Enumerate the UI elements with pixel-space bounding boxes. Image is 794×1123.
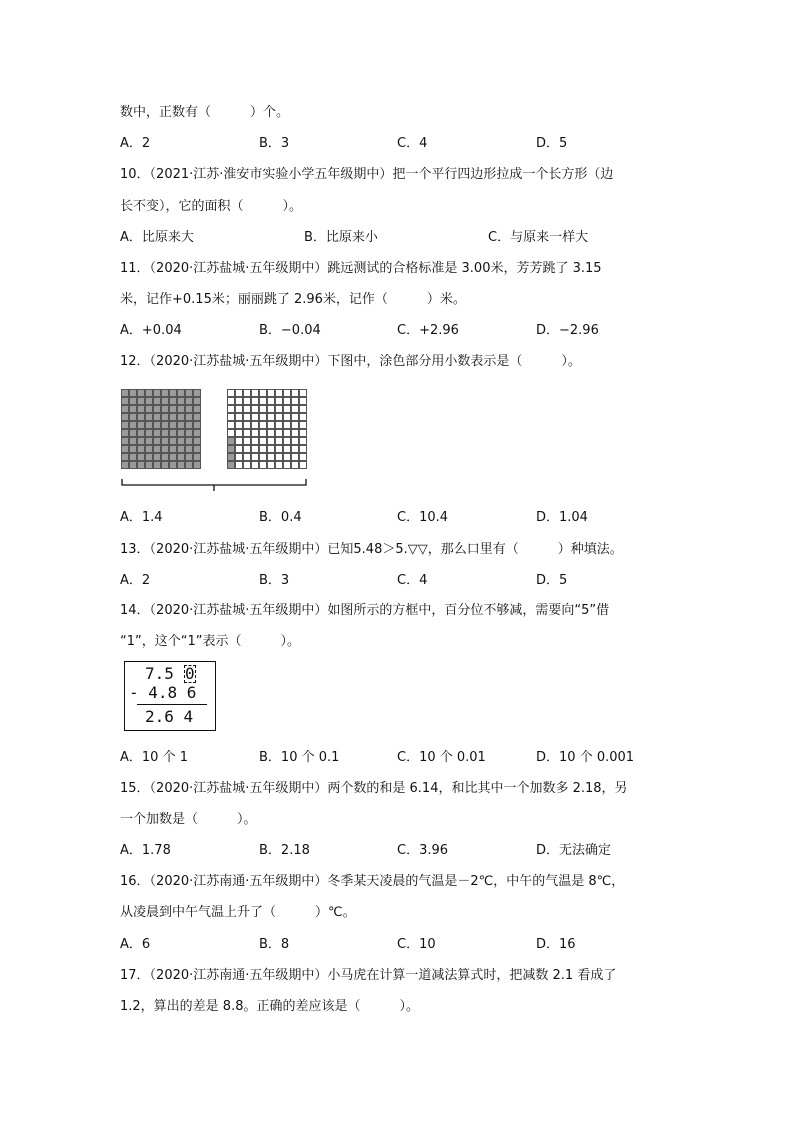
grid-cell [227, 413, 235, 421]
q10-option-a: A．比原来大 [120, 230, 194, 245]
q12-option-d: D．1.04 [536, 510, 588, 525]
grid-cell [251, 429, 259, 437]
grid-cell [177, 445, 185, 453]
grid-cell [283, 453, 291, 461]
grid-cell [291, 397, 299, 405]
grid-cell [275, 421, 283, 429]
grid-cell [121, 445, 129, 453]
grid-cell [145, 429, 153, 437]
grid-cell [291, 405, 299, 413]
grid-cell [193, 429, 201, 437]
grid-cell [291, 421, 299, 429]
grid-cell [121, 437, 129, 445]
grid-cell [161, 389, 169, 397]
q16-option-b: B．8 [259, 937, 290, 952]
grid-cell [145, 453, 153, 461]
grid-cell [121, 413, 129, 421]
grid-cell [267, 437, 275, 445]
difference-row: 2.6 4 [145, 707, 194, 726]
grid-cell [283, 413, 291, 421]
grid-cell [299, 405, 307, 413]
grid-cell [153, 397, 161, 405]
grid-cell [243, 397, 251, 405]
grid-cell [193, 413, 201, 421]
grid-cell [251, 413, 259, 421]
minuend-digits: 7.5 [145, 664, 174, 683]
grid-cell [153, 445, 161, 453]
grid-cell [235, 389, 243, 397]
grid-cell [275, 437, 283, 445]
grid-cell [275, 445, 283, 453]
grid-cell [129, 397, 137, 405]
grid-cell [267, 461, 275, 469]
q9-option-a: A．2 [120, 136, 151, 151]
grid-cell [153, 389, 161, 397]
grid-cell [259, 389, 267, 397]
q15-option-c: C．3.96 [397, 843, 449, 858]
grid-cell [227, 445, 235, 453]
grid-cell [129, 461, 137, 469]
question-14-line-2: “1”，这个“1”表示（ ）。 [120, 634, 300, 649]
grid-cell [259, 405, 267, 413]
grid-cell [177, 389, 185, 397]
q12-option-a: A．1.4 [120, 510, 163, 525]
subtrahend-row: - 4.8 6 [129, 683, 197, 702]
grid-cell [267, 389, 275, 397]
grid-cell [121, 389, 129, 397]
grid-cell [193, 397, 201, 405]
question-12-line-1: 12．（2020·江苏盐城·五年级期中）下图中，涂色部分用小数表示是（ ）。 [120, 354, 581, 369]
grid-cell [185, 453, 193, 461]
grid-cell [161, 445, 169, 453]
grid-cell [299, 397, 307, 405]
question-16-line-1: 16．（2020·江苏南通·五年级期中）冬季某天凌晨的气温是－2℃，中午的气温是 8℃， [120, 874, 625, 889]
question-15-line-1: 15．（2020·江苏盐城·五年级期中）两个数的和是 6.14，和比其中一个加数多 2.18，另 [120, 781, 628, 796]
grid-cell [177, 429, 185, 437]
grid-cell [169, 453, 177, 461]
grid-cell [129, 389, 137, 397]
grid-cell [283, 405, 291, 413]
grid-cell [177, 437, 185, 445]
grid-cell [137, 429, 145, 437]
grid-cell [129, 437, 137, 445]
grid-cell [227, 421, 235, 429]
grid-cell [299, 413, 307, 421]
grid-cell [235, 461, 243, 469]
q9-option-b: B．3 [259, 136, 290, 151]
grid-cell [243, 429, 251, 437]
grid-cell [251, 453, 259, 461]
grid-cell [169, 461, 177, 469]
question-13-line-1: 13．（2020·江苏盐城·五年级期中）已知5.48＞5.▽▽，那么口里有（ ）种填法。 [120, 542, 623, 557]
grid-cell [259, 445, 267, 453]
grid-cell [129, 453, 137, 461]
grid-cell [235, 453, 243, 461]
grid-cell [169, 421, 177, 429]
grid-cell [291, 413, 299, 421]
grid-cell [259, 461, 267, 469]
grid-cell [185, 445, 193, 453]
q16-option-c: C．10 [397, 937, 436, 952]
grid-cell [259, 421, 267, 429]
grid-cell [267, 421, 275, 429]
q9-option-d: D．5 [536, 136, 568, 151]
grid-cell [185, 405, 193, 413]
q14-option-b: B．10 个 0.1 [259, 750, 340, 765]
question-14-line-1: 14．（2020·江苏盐城·五年级期中）如图所示的方框中，百分位不够减，需要向“5”借 [120, 603, 610, 618]
grid-cell [267, 453, 275, 461]
grid-cell [251, 445, 259, 453]
grid-cell [283, 429, 291, 437]
grid-cell [251, 397, 259, 405]
grid-cell [267, 429, 275, 437]
grid-cell [145, 461, 153, 469]
grid-cell [227, 405, 235, 413]
grid-cell [251, 461, 259, 469]
grid-cell [193, 389, 201, 397]
grid-cell [299, 421, 307, 429]
grid-cell [129, 413, 137, 421]
grid-cell [177, 413, 185, 421]
grid-cell [193, 421, 201, 429]
grid-cell [129, 405, 137, 413]
q11-option-a: A．+0.04 [120, 323, 182, 338]
grid-cell [275, 429, 283, 437]
q11-option-b: B．−0.04 [259, 323, 321, 338]
grid-cell [235, 429, 243, 437]
grid-cell [235, 405, 243, 413]
grid-cell [227, 461, 235, 469]
grid-cell [267, 445, 275, 453]
grid-cell [129, 429, 137, 437]
grid-cell [243, 421, 251, 429]
grid-cell [243, 437, 251, 445]
question-9-line-1: 数中，正数有（ ）个。 [120, 105, 290, 120]
grid-cell [121, 429, 129, 437]
grid-cell [275, 453, 283, 461]
grid-cell [177, 453, 185, 461]
grid-cell [299, 453, 307, 461]
grid-cell [291, 445, 299, 453]
grid-cell [161, 461, 169, 469]
grid-cell [177, 421, 185, 429]
q13-option-d: D．5 [536, 573, 568, 588]
grid-cell [145, 397, 153, 405]
grid-cell [193, 445, 201, 453]
q13-option-a: A．2 [120, 573, 151, 588]
grid-cell [129, 445, 137, 453]
grid-cell [161, 437, 169, 445]
q11-option-c: C．+2.96 [397, 323, 459, 338]
grid-cell [251, 437, 259, 445]
grid-cell [169, 389, 177, 397]
grid-cell [283, 421, 291, 429]
grid-cell [275, 389, 283, 397]
grid-cell [193, 461, 201, 469]
q15-option-b: B．2.18 [259, 843, 310, 858]
grid-cell [145, 389, 153, 397]
grid-cell [137, 413, 145, 421]
grid-cell [251, 389, 259, 397]
q12-option-c: C．10.4 [397, 510, 449, 525]
grid-cell [251, 421, 259, 429]
grid-cell [153, 413, 161, 421]
grid-cell [153, 461, 161, 469]
grid-cell [291, 437, 299, 445]
grid-cell [137, 445, 145, 453]
grid-cell [161, 397, 169, 405]
grid-cell [137, 405, 145, 413]
grid-cell [161, 421, 169, 429]
grid-cell [177, 397, 185, 405]
grouping-brace [121, 479, 307, 491]
grid-cell [137, 397, 145, 405]
grid-cell [227, 397, 235, 405]
grid-cell [137, 461, 145, 469]
q14-option-c: C．10 个 0.01 [397, 750, 486, 765]
grid-cell [299, 461, 307, 469]
grid-cell [137, 453, 145, 461]
grid-cell [161, 429, 169, 437]
grid-cell [275, 397, 283, 405]
q16-option-a: A．6 [120, 937, 151, 952]
subtraction-figure [124, 661, 216, 731]
grid-cell [259, 413, 267, 421]
grid-cell [291, 453, 299, 461]
grid-cell [275, 405, 283, 413]
grid-cell [299, 437, 307, 445]
question-17-line-1: 17．（2020·江苏南通·五年级期中）小马虎在计算一道减法算式时，把减数 2.1 看成了 [120, 968, 617, 983]
grid-cell [283, 445, 291, 453]
question-11-line-2: 米，记作+0.15米；丽丽跳了 2.96米，记作（ ）米。 [120, 292, 466, 307]
grid-cell [227, 389, 235, 397]
grid-cell [121, 453, 129, 461]
grid-cell [259, 437, 267, 445]
grid-cell [291, 461, 299, 469]
question-15-line-2: 一个加数是（ ）。 [120, 812, 257, 827]
grid-cell [259, 397, 267, 405]
grid-cell [227, 429, 235, 437]
grid-cell [243, 389, 251, 397]
q16-option-d: D．16 [536, 937, 576, 952]
grid-cell [185, 421, 193, 429]
q12-option-b: B．0.4 [259, 510, 302, 525]
grid-cell [161, 453, 169, 461]
grid-cell [235, 421, 243, 429]
grid-cell [243, 445, 251, 453]
q9-option-c: C．4 [397, 136, 428, 151]
grid-cell [299, 389, 307, 397]
question-10-line-1: 10．（2021·江苏·淮安市实验小学五年级期中）把一个平行四边形拉成一个长方形（边 [120, 167, 614, 182]
grid-cell [283, 389, 291, 397]
grid-cell [145, 413, 153, 421]
grid-cell [121, 397, 129, 405]
partially-shaded-hundred-grid [227, 389, 307, 469]
grid-cell [259, 429, 267, 437]
grid-cell [185, 461, 193, 469]
grid-cell [299, 445, 307, 453]
grid-cell [299, 429, 307, 437]
question-17-line-2: 1.2，算出的差是 8.8。正确的差应该是（ ）。 [120, 999, 419, 1014]
grid-cell [177, 405, 185, 413]
grid-cell [283, 397, 291, 405]
question-11-line-1: 11．（2020·江苏盐城·五年级期中）跳远测试的合格标准是 3.00米，芳芳跳了 3.15 [120, 261, 602, 276]
sum-line [137, 704, 207, 705]
grid-cell [153, 405, 161, 413]
grid-cell [235, 437, 243, 445]
grid-cell [267, 405, 275, 413]
grid-cell [161, 413, 169, 421]
grid-cell [193, 453, 201, 461]
grid-cell [121, 405, 129, 413]
question-16-line-2: 从凌晨到中午气温上升了（ ）℃。 [120, 905, 356, 920]
grid-cell [283, 437, 291, 445]
grid-cell [283, 461, 291, 469]
grid-cell [235, 413, 243, 421]
grid-cell [185, 437, 193, 445]
grid-cell [275, 413, 283, 421]
grid-cell [169, 405, 177, 413]
grid-cell [185, 397, 193, 405]
grid-cell [177, 461, 185, 469]
grid-cell [121, 421, 129, 429]
grid-cell [145, 405, 153, 413]
grid-cell [169, 397, 177, 405]
grid-cell [291, 389, 299, 397]
grid-cell [275, 461, 283, 469]
grid-cell [193, 405, 201, 413]
grid-cell [251, 405, 259, 413]
boxed-digit: 0 [185, 664, 195, 683]
grid-cell [137, 437, 145, 445]
grid-cell [185, 389, 193, 397]
grid-cell [185, 413, 193, 421]
grid-cell [153, 453, 161, 461]
grid-cell [227, 437, 235, 445]
grid-cell [185, 429, 193, 437]
q13-option-b: B．3 [259, 573, 290, 588]
grid-cell [243, 413, 251, 421]
q14-option-d: D．10 个 0.001 [536, 750, 635, 765]
grid-cell [153, 437, 161, 445]
grid-cell [145, 421, 153, 429]
question-10-line-2: 长不变），它的面积（ ）。 [120, 199, 303, 214]
grid-cell [259, 453, 267, 461]
grid-cell [235, 445, 243, 453]
grid-cell [153, 429, 161, 437]
grid-cell [129, 421, 137, 429]
fully-shaded-hundred-grid [121, 389, 201, 469]
q10-option-c: C．与原来一样大 [488, 230, 589, 245]
grid-cell [235, 397, 243, 405]
q15-option-a: A．1.78 [120, 843, 171, 858]
grid-cell [153, 421, 161, 429]
grid-cell [145, 445, 153, 453]
grid-cell [137, 421, 145, 429]
grid-cell [121, 461, 129, 469]
q15-option-d: D．无法确定 [536, 843, 612, 858]
grid-cell [137, 389, 145, 397]
grid-cell [243, 453, 251, 461]
grid-cell [227, 453, 235, 461]
q14-option-a: A．10 个 1 [120, 750, 188, 765]
grid-cell [243, 461, 251, 469]
grid-cell [161, 405, 169, 413]
grid-cell [169, 413, 177, 421]
grid-cell [267, 397, 275, 405]
q13-option-c: C．4 [397, 573, 428, 588]
grid-cell [169, 429, 177, 437]
grid-cell [243, 405, 251, 413]
grid-cell [291, 429, 299, 437]
q11-option-d: D．−2.96 [536, 323, 599, 338]
q10-option-b: B．比原来小 [304, 230, 378, 245]
grid-cell [145, 437, 153, 445]
grid-cell [169, 445, 177, 453]
grid-cell [267, 413, 275, 421]
grid-cell [193, 437, 201, 445]
grid-cell [169, 437, 177, 445]
